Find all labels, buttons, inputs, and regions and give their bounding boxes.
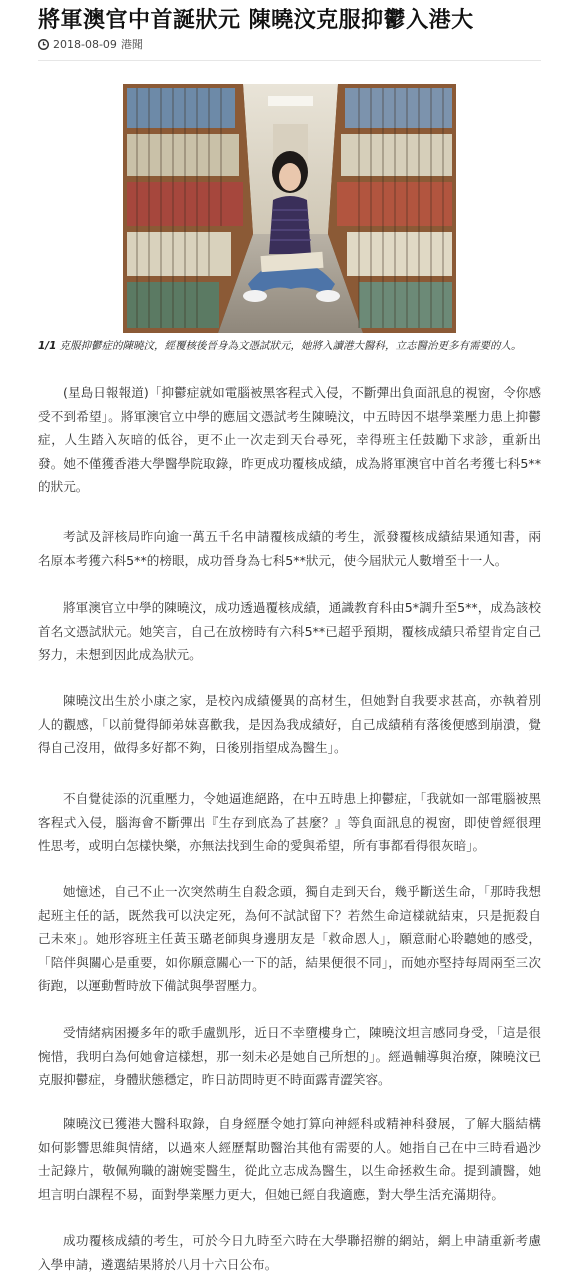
paragraph-2: 考試及評核局昨向逾一萬五千名申請覆核成績的考生，派發覆核成績結果通知書，兩名原本考獲六科5**的榜眼，成功晉身為七科5**狀元，使今屆狀元人數增至十一人。 — [38, 529, 541, 568]
article-meta — [38, 36, 143, 52]
article-date: 2018-08-09 — [53, 37, 117, 51]
clock-icon — [38, 39, 49, 50]
caption-text: 克服抑鬱症的陳曉汶，經覆核後晉身為文憑試狀元，她將入讀港大醫科，立志醫治更多有需要的人。 — [59, 340, 522, 352]
paragraph-5: 不自覺徒添的沉重壓力，令她逼進絕路，在中五時患上抑鬱症，「我就如一部電腦被黑客程式入侵，腦海會不斷彈出『生存到底為了甚麼？』等負面訊息的視窗，即使曾經很理性思考，或明白怎樣快樂，亦無法找到生命的愛與希望，所有事都看得很灰暗」。 — [38, 791, 541, 854]
paragraph-7: 受情緒病困擾多年的歌手盧凱彤，近日不幸墮樓身亡，陳曉汶坦言感同身受，「這是很惋惜，我明白為何她會這樣想，那一刻未必是她自己所想的」。經過輔導與治療，陳曉汶已克服抑鬱症，身體狀態穩定，昨日訪問時更不時面露青澀笑容。 — [38, 1025, 541, 1088]
article-category[interactable]: 港聞 — [120, 38, 143, 51]
header-divider — [38, 60, 541, 61]
article-title: 將軍澳官中首誕狀元 陳曉汶克服抑鬱入港大 — [38, 8, 474, 33]
image-counter: 1/1 — [38, 340, 57, 352]
paragraph-1: (星島日報報道)「抑鬱症就如電腦被黑客程式入侵，不斷彈出負面訊息的視窗，令你感受不到希望」。將軍澳官立中學的應屆文憑試考生陳曉汶，中五時因不堪學業壓力患上抑鬱症，人生踏入灰暗的低谷，更不止一次走到天台尋死，幸得班主任鼓勵下求診，重新出發。她不僅獲香港大學醫學院取錄，昨更成功覆核成績，成為將軍澳官中首名考獲七科5**的狀元。 — [38, 385, 541, 495]
paragraph-9: 成功覆核成績的考生，可於今日九時至六時在大學聯招辦的網站，網上申請重新考慮入學申請，遴選結果將於八月十六日公布。 — [38, 1233, 541, 1272]
paragraph-6: 她憶述，自己不止一次突然萌生自殺念頭，獨自走到天台，幾乎斷送生命，「那時我想起班主任的話，既然我可以決定死，為何不試試留下？若然生命這樣就結束，只是扼殺自己未來」。她形容班主任黃玉璐老師與身邊朋友是「救命恩人」，願意耐心聆聽她的感受，「陪伴與關心是重要，如你願意關心一下的話，結果便很不同」，而她亦堅持每周兩至三次街跑，以運動暫時放下備試與學習壓力。 — [38, 884, 541, 994]
paragraph-3: 將軍澳官立中學的陳曉汶，成功透過覆核成績，通識教育科由5*調升至5**，成為該校首名文憑試狀元。她笑言，自己在放榜時有六科5**已超乎預期，覆核成績只希望肯定自己努力，未想到因此成為狀元。 — [38, 600, 541, 663]
paragraph-4: 陳曉汶出生於小康之家，是校內成績優異的高材生，但她對自我要求甚高，亦執着別人的觀感，「以前覺得師弟妹喜歡我，是因為我成績好，自己成績稍有落後便感到崩潰，覺得自己沒用，做得多好都不夠，日後別指望成為醫生」。 — [38, 693, 541, 756]
article-photo[interactable] — [123, 84, 456, 333]
paragraph-8: 陳曉汶已獲港大醫科取錄，自身經歷令她打算向神經科或精神科發展，了解大腦結構如何影響思維與情緒，以過來人經歷幫助醫治其他有需要的人。她指自己在中三時看過沙士記錄片，敬佩殉職的謝婉雯醫生，從此立志成為醫生，以生命拯救生命。提到讀醫，她坦言明白課程不易，面對學業壓力更大，但她已經自我適應，對大學生活充滿期待。 — [38, 1116, 541, 1202]
photo-caption — [38, 339, 528, 353]
